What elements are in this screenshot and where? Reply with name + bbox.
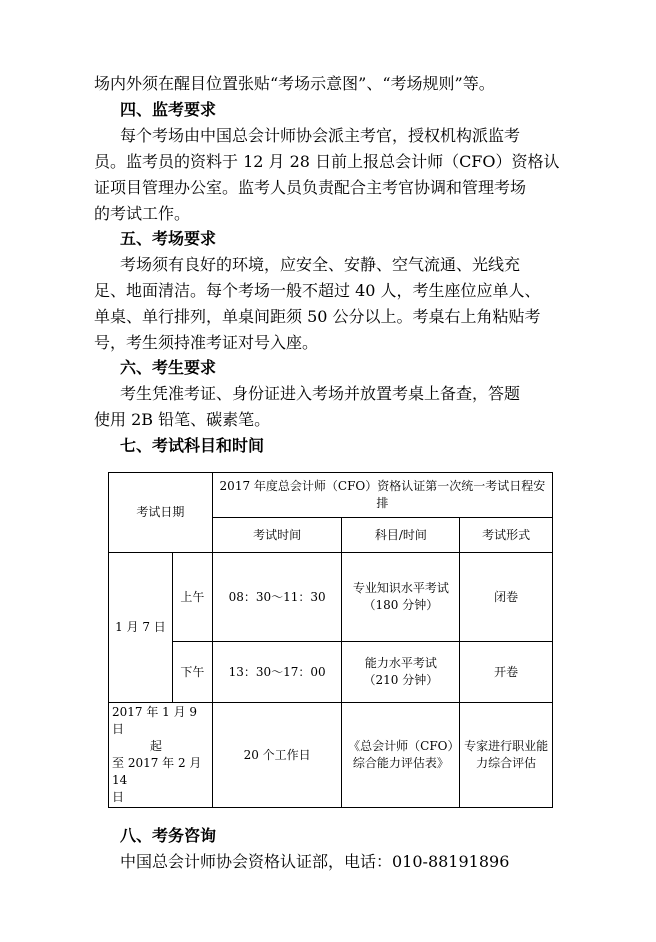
col-header-form: 考试形式: [460, 518, 553, 553]
morning-subject-name: 专业知识水平考试: [352, 581, 449, 595]
paragraph-line: 考生凭准考证、身份证进入考场并放置考桌上备查，答题: [120, 384, 521, 403]
paragraph-line: 足、地面清洁。每个考场一般不超过 40 人，考生座位应单人、: [94, 281, 541, 300]
section-heading-7: 七、考试科目和时间: [120, 436, 265, 455]
section-heading-5: 五、考场要求: [120, 229, 217, 248]
afternoon-form: 开卷: [460, 642, 553, 703]
section-heading-4: 四、监考要求: [120, 100, 217, 119]
paragraph-line: 每个考场由中国总会计师协会派主考官，授权机构派监考: [120, 126, 521, 145]
paragraph-line: 单桌、单行排列，单桌间距须 50 公分以上。考桌右上角粘贴考: [94, 307, 541, 326]
period-duration: 20 个工作日: [212, 703, 342, 808]
contact-line: 中国总会计师协会资格认证部，电话：010-88191896: [120, 852, 510, 871]
morning-time: 08：30～11：30: [212, 553, 342, 642]
section-heading-6: 六、考生要求: [120, 358, 217, 377]
table-row: [109, 473, 553, 518]
exam-schedule-table: [108, 472, 553, 808]
period-line: 2017 年 1 月 9 日: [112, 705, 198, 736]
afternoon-subject-name: 能力水平考试: [364, 656, 437, 670]
col-header-time: 考试时间: [212, 518, 342, 553]
period-line: 起: [150, 739, 163, 753]
exam-date-header: 考试日期: [109, 473, 213, 553]
section-heading-8: 八、考务咨询: [120, 826, 217, 845]
morning-form: 闭卷: [460, 553, 553, 642]
session-morning: 上午: [172, 553, 212, 642]
table-row: [109, 642, 553, 703]
period-subject: 《总会计师（CFO）综合能力评估表》: [342, 703, 460, 808]
paragraph-line: 的考试工作。: [94, 204, 191, 223]
afternoon-subject-duration: （210 分钟）: [363, 673, 439, 687]
afternoon-subject: [342, 642, 460, 703]
table-row: [109, 553, 553, 642]
paragraph-line: 场内外须在醒目位置张贴“考场示意图”、“考场规则”等。: [94, 74, 495, 93]
period-line: 至 2017 年 2 月 14: [112, 756, 202, 787]
assessment-period: [109, 703, 213, 808]
morning-subject: [342, 553, 460, 642]
schedule-title: 2017 年度总会计师（CFO）资格认证第一次统一考试日程安排: [212, 473, 552, 518]
morning-subject-duration: （180 分钟）: [363, 598, 439, 612]
paragraph-line: 员。监考员的资料于 12 月 28 日前上报总会计师（CFO）资格认: [94, 152, 560, 171]
afternoon-time: 13：30～17：00: [212, 642, 342, 703]
session-afternoon: 下午: [172, 642, 212, 703]
paragraph-line: 使用 2B 铅笔、碳素笔。: [94, 410, 271, 429]
period-line: 日: [112, 790, 125, 804]
paragraph-line: 证项目管理办公室。监考人员负责配合主考官协调和管理考场: [94, 178, 527, 197]
col-header-subject: 科目/时间: [342, 518, 460, 553]
table-row: [109, 703, 553, 808]
period-form: 专家进行职业能力综合评估: [460, 703, 553, 808]
paragraph-line: 考场须有良好的环境，应安全、安静、空气流通、光线充: [120, 255, 521, 274]
exam-date-cell: 1 月 7 日: [109, 553, 173, 703]
paragraph-line: 号，考生须持准考证对号入座。: [94, 333, 319, 352]
